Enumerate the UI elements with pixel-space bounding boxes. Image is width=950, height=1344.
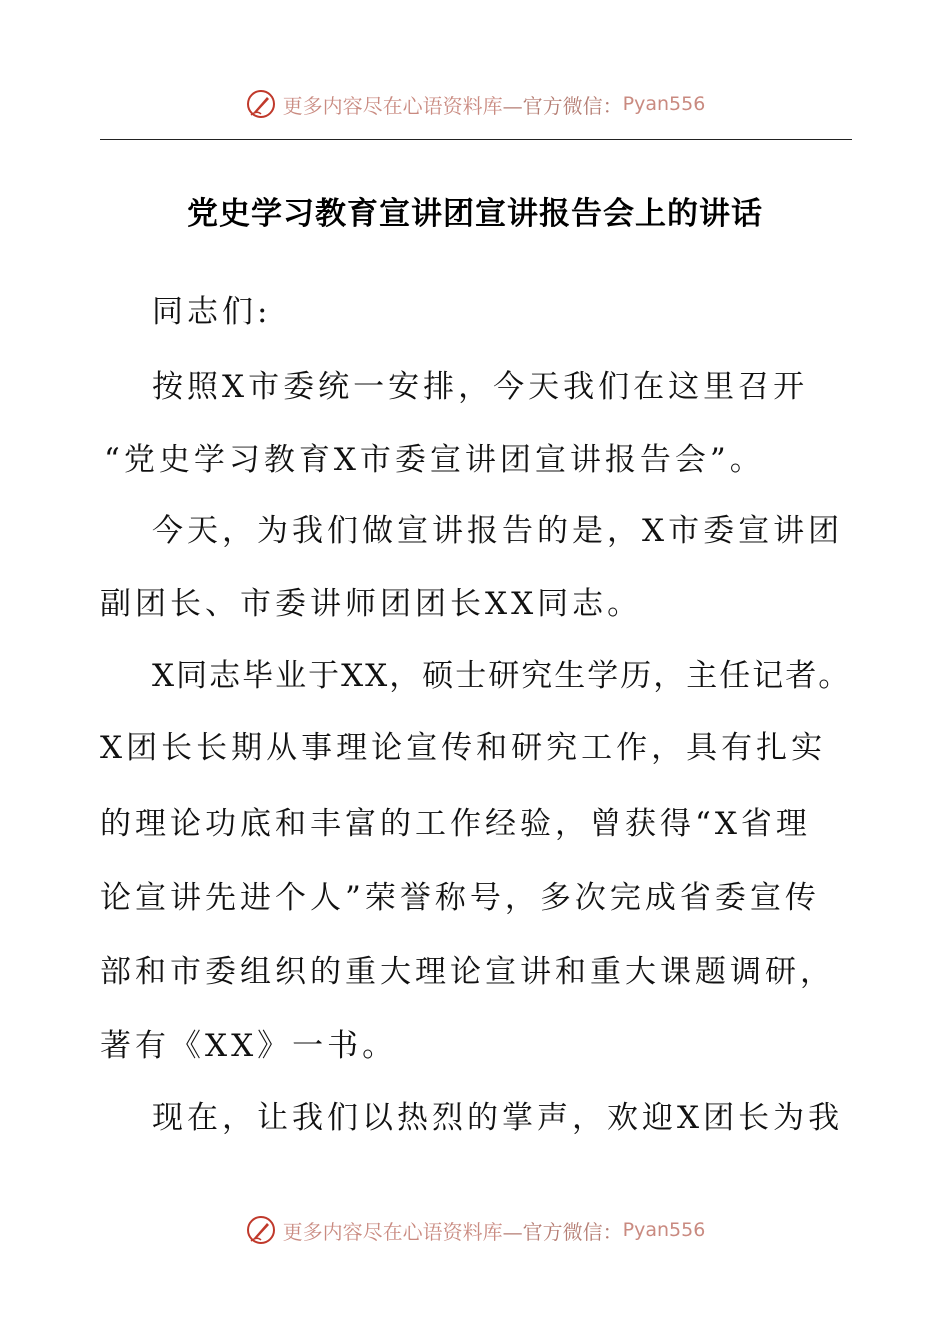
text-line: 副团长、市委讲师团团长XX同志。 [100, 586, 643, 622]
text-line: 今天，为我们做宣讲报告的是，X市委宣讲团 [152, 513, 844, 549]
text-line: “党史学习教育X市委宣讲团宣讲报告会”。 [104, 442, 765, 478]
watermark-text: 更多内容尽在心语资料库 [282, 93, 503, 118]
document-title: 党史学习教育宣讲团宣讲报告会上的讲话 [187, 196, 763, 232]
watermark-wechat-id: Pyan556 [622, 1219, 706, 1241]
text-line: 的理论功底和丰富的工作经验，曾获得“X省理 [100, 806, 811, 842]
text-line: 著有《XX》一书。 [100, 1028, 398, 1064]
text-line: 部和市委组织的重大理论宣讲和重大课题调研， [100, 954, 835, 990]
header-divider [100, 139, 852, 140]
text-line: X团长长期从事理论宣传和研究工作，具有扎实 [100, 730, 827, 766]
text-line: 现在，让我们以热烈的掌声，欢迎X团长为我 [152, 1100, 844, 1136]
text-line: 论宣讲先进个人”荣誉称号，多次完成省委宣传 [100, 880, 820, 916]
text-line: 按照X市委统一安排，今天我们在这里召开 [152, 369, 809, 405]
quill-logo-icon [245, 1214, 277, 1246]
watermark-wechat-id: Pyan556 [622, 93, 706, 115]
text-line: X同志毕业于XX，硕士研究生学历，主任记者。 [152, 658, 852, 694]
header-watermark [0, 86, 950, 122]
text-line: 同志们: [152, 294, 272, 330]
watermark-text: 更多内容尽在心语资料库 [282, 1219, 503, 1244]
watermark-separator: —官方微信： [502, 1219, 623, 1244]
watermark-separator: —官方微信： [502, 93, 623, 118]
footer-watermark [0, 1212, 950, 1248]
quill-logo-icon [245, 88, 277, 120]
